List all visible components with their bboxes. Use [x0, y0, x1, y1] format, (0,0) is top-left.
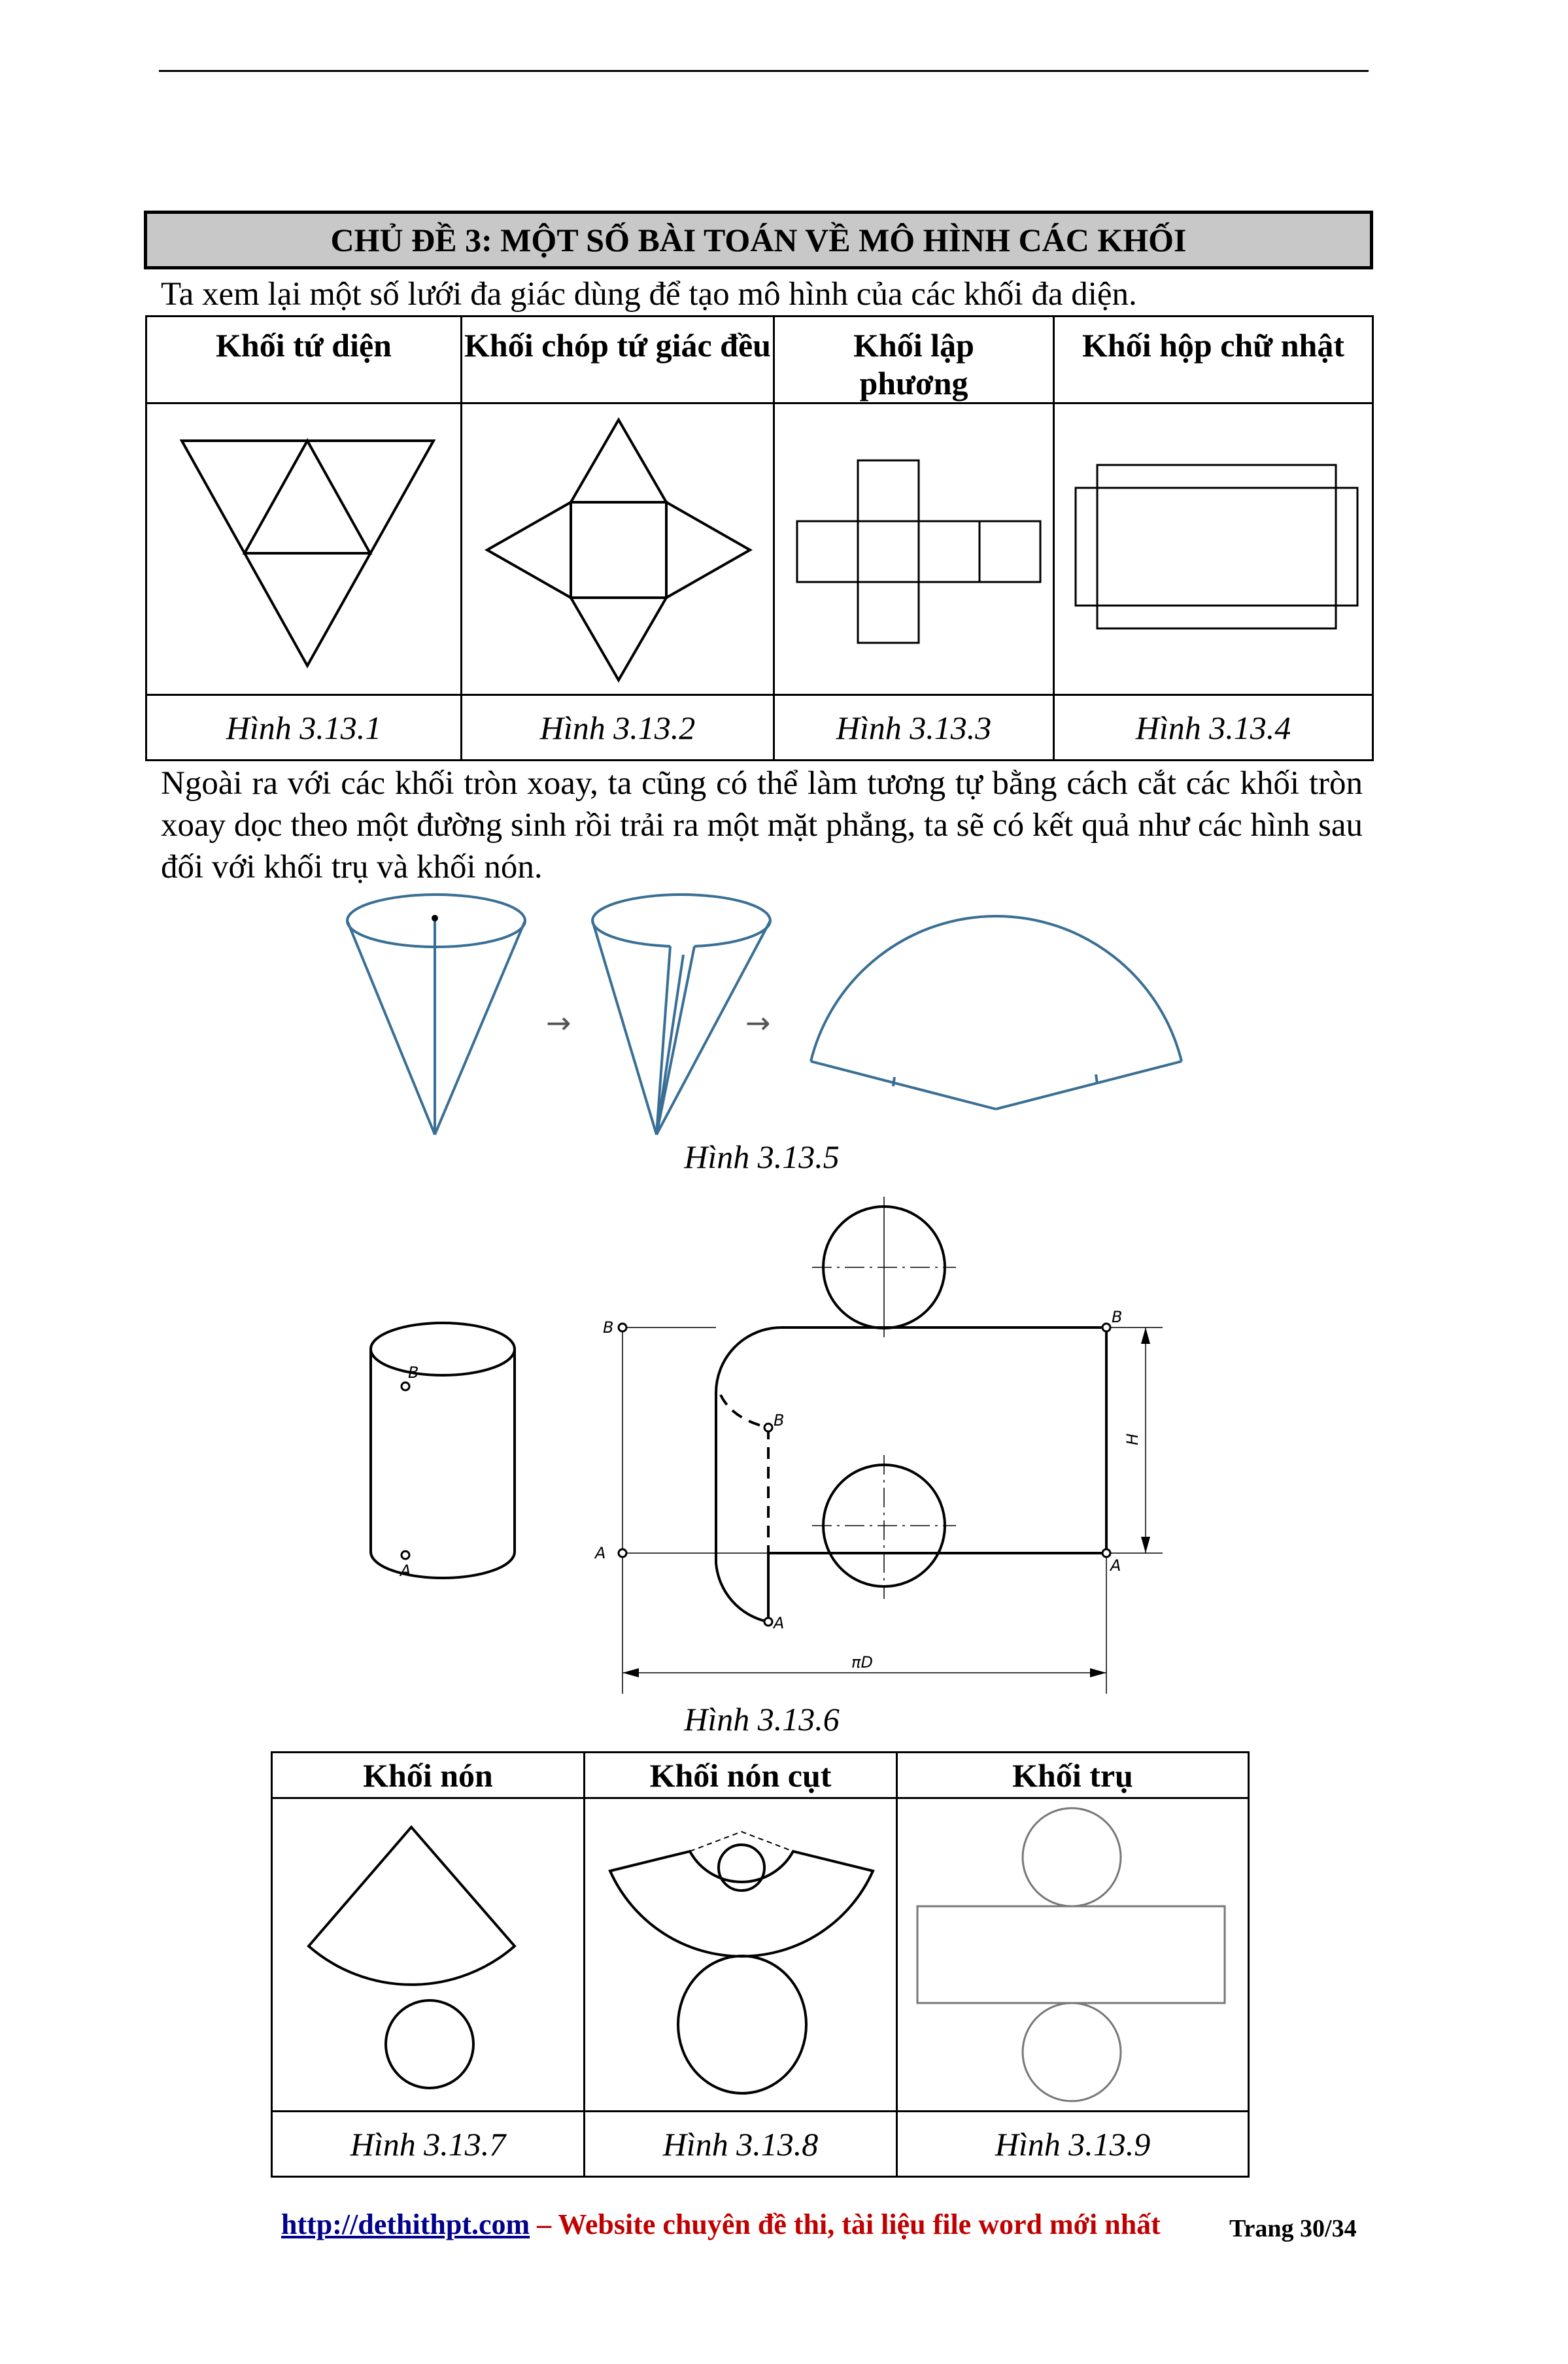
table-figure-row [146, 403, 1373, 695]
intro-text: Ta xem lại một số lưới đa giác dùng để tạo mô hình của các khối đa diện. [161, 276, 1137, 313]
caption-3-13-4: Hình 3.13.4 [1054, 695, 1373, 761]
label-b-dashed: B [774, 1411, 785, 1430]
frustum-net-cell [585, 1798, 897, 2112]
label-a-right: A [1110, 1556, 1121, 1575]
header-cube: Khối lập phương [774, 317, 1054, 403]
pyramid-net-cell [462, 403, 774, 695]
table-caption-row [146, 695, 1373, 761]
header-cone: Khối nón [272, 1753, 585, 1798]
footer-text [281, 2208, 1161, 2241]
header-square-pyramid: Khối chóp tứ giác đều [462, 317, 774, 403]
paragraph-rotation-solids: Ngoài ra với các khối tròn xoay, ta cũng có thể làm tương tự bằng cách cắt các khối tròn xoay dọc theo một đường sinh rồi trải ra một mặt phẳng, ta sẽ có kết quả như các hình sau đối với khối trụ và khối nón. [161, 765, 1363, 885]
arrow-2: → [745, 1005, 771, 1040]
square-pyramid-net [462, 404, 775, 694]
cylinder-net [898, 1799, 1250, 2110]
footer-link[interactable]: http://dethithpt.com [281, 2208, 530, 2240]
section-title: CHỦ ĐỀ 3: MỘT SỐ BÀI TOÁN VỀ MÔ HÌNH CÁC KHỐI [144, 211, 1373, 269]
cone-unfold-figure [327, 876, 1203, 1144]
caption-3-13-6: Hình 3.13.6 [684, 1701, 840, 1738]
cylinder-unfold-figure [353, 1197, 1177, 1707]
tetrahedron-net [147, 404, 462, 694]
page-number: Trang 30/34 [1229, 2215, 1357, 2242]
header-frustum: Khối nón cụt [585, 1753, 897, 1798]
caption-3-13-8: Hình 3.13.8 [585, 2112, 897, 2177]
cone-net [273, 1799, 585, 2110]
caption-3-13-3: Hình 3.13.3 [774, 695, 1054, 761]
label-height: H [1123, 1433, 1142, 1445]
cone-net-cell [272, 1798, 585, 2112]
label-b-right: B [1112, 1308, 1123, 1326]
footer-tagline: – Website chuyên đề thi, tài liệu file word mới nhất [530, 2208, 1161, 2240]
round-solids-table [271, 1751, 1250, 2178]
table-header-row [146, 317, 1373, 403]
header-tetrahedron: Khối tứ diện [146, 317, 462, 403]
cube-net-cell [774, 403, 1054, 695]
cuboid-net-cell [1054, 403, 1373, 695]
caption-3-13-5: Hình 3.13.5 [684, 1139, 840, 1175]
caption-3-13-7: Hình 3.13.7 [272, 2112, 585, 2177]
caption-3-13-9: Hình 3.13.9 [897, 2112, 1249, 2177]
top-rule [159, 70, 1369, 72]
polyhedra-table [145, 315, 1374, 761]
label-b-cylinder: B [408, 1363, 419, 1382]
tetrahedron-net-cell [146, 403, 462, 695]
table2-header-row [272, 1753, 1249, 1798]
header-cylinder: Khối trụ [897, 1753, 1249, 1798]
label-b-left: B [603, 1318, 614, 1337]
cuboid-net [1055, 404, 1374, 694]
label-a-cylinder: A [400, 1562, 411, 1580]
frustum-net [585, 1799, 898, 2110]
label-pi-d: πD [851, 1653, 873, 1671]
caption-3-13-1: Hình 3.13.1 [146, 695, 462, 761]
cube-net [775, 404, 1055, 694]
header-cuboid: Khối hộp chữ nhật [1054, 317, 1373, 403]
cylinder-net-cell [897, 1798, 1249, 2112]
label-a-bottom: A [774, 1614, 785, 1632]
caption-3-13-2: Hình 3.13.2 [462, 695, 774, 761]
label-a-left: A [595, 1544, 606, 1562]
table2-caption-row [272, 2112, 1249, 2177]
arrow-1: → [546, 1005, 571, 1040]
table2-figure-row [272, 1798, 1249, 2112]
